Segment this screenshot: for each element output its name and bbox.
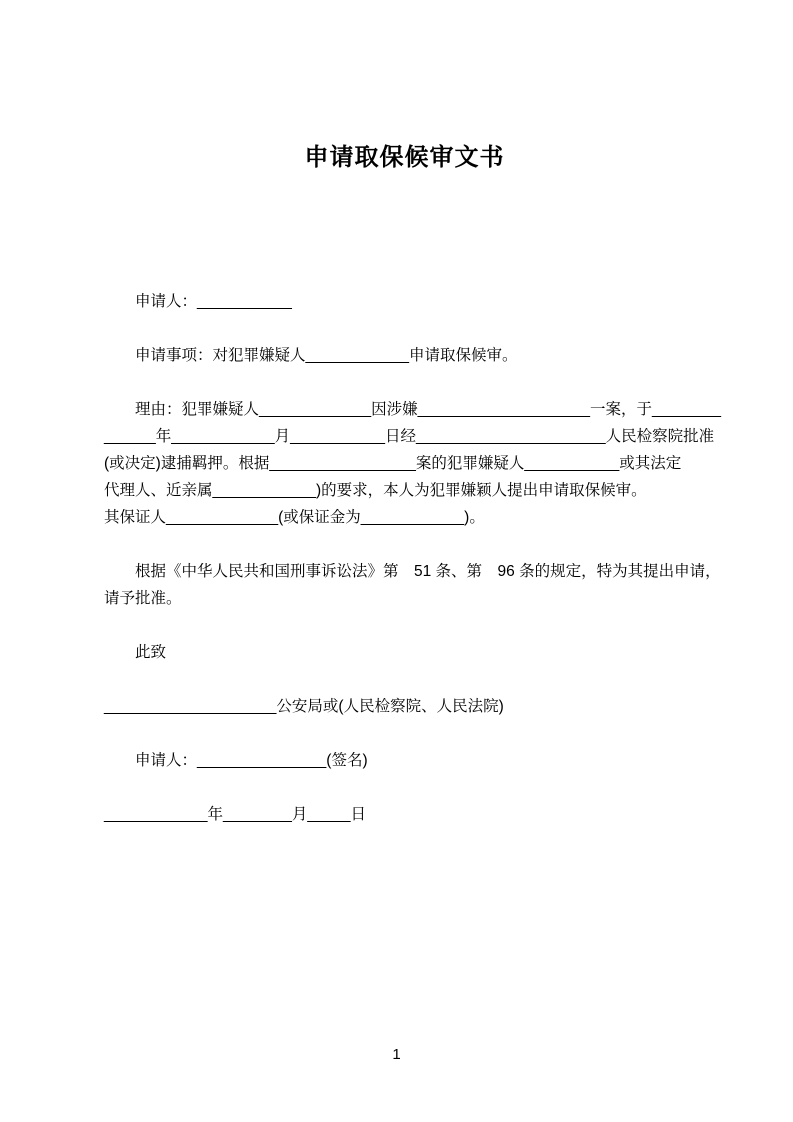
reason-line-4: 代理人、近亲属____________)的要求，本人为犯罪嫌颖人提出申请取保候审。 — [104, 482, 647, 499]
reason-paragraph — [104, 396, 721, 531]
law-paragraph — [104, 558, 721, 612]
page-number: 1 — [392, 1046, 401, 1063]
document-title: 申请取保候审文书 — [304, 144, 505, 171]
applicant-line: 申请人：___________ — [135, 293, 292, 310]
law-line-1: 根据《中华人民共和国刑事诉讼法》第 51 条、第 96 条的规定，特为其提出申请， — [135, 563, 721, 580]
reason-line-1: 理由：犯罪嫌疑人_____________因涉嫌____________________一案，于________ — [135, 401, 721, 418]
reason-line-3: (或决定)逮捕羁押。根据_________________案的犯罪嫌疑人___________或其法定 — [104, 455, 682, 472]
salutation-line: 此致 — [135, 644, 167, 661]
reason-line-5: 其保证人_____________(或保证金为____________)。 — [104, 509, 485, 526]
agency-line: ____________________公安局或(人民检察院、人民法院) — [104, 698, 504, 715]
reason-line-2: ______年____________月___________日经______________________人民检察院批准 — [104, 428, 715, 445]
date-line: ____________年________月_____日 — [104, 806, 367, 823]
law-line-2: 请予批准。 — [104, 590, 182, 607]
matter-line: 申请事项：对犯罪嫌疑人____________申请取保候审。 — [135, 347, 518, 364]
signature-line: 申请人：_______________(签名) — [135, 752, 368, 769]
